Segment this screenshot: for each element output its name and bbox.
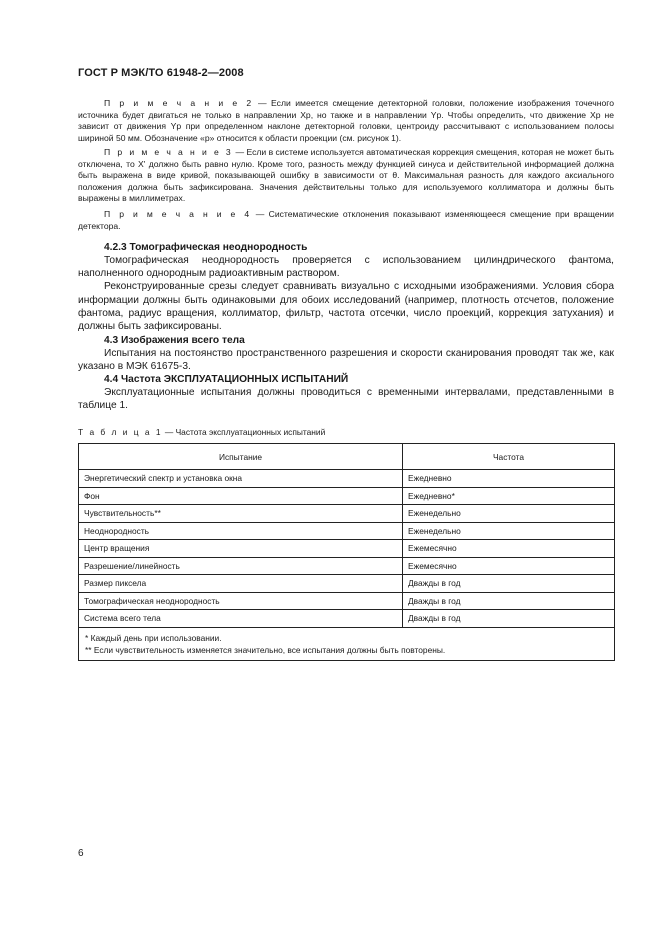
footnote: ** Если чувствительность изменяется значительно, все испытания должны быть повторены. xyxy=(85,644,446,655)
paragraph: Реконструированные срезы следует сравнивать визуально с исходными изображениями. Условия сбора информации должны быть одинаковыми для обоих исследований (например, плотность отсчетов, положение фантома, радиус вращения, коллиматор, фильтр, частота отсечки, число проекций, коррекция затухания) и должны быть зафиксированы. xyxy=(78,281,614,333)
frequency-cell: Дважды в год xyxy=(403,610,615,628)
section-4-3 xyxy=(78,334,614,373)
table-row xyxy=(79,470,615,488)
note-3 xyxy=(78,147,614,205)
note-label: П р и м е ч а н и е 3 xyxy=(104,147,234,157)
section-4-4 xyxy=(78,373,614,412)
note-label: П р и м е ч а н и е 4 xyxy=(104,209,252,219)
footnote: * Каждый день при использовании. xyxy=(85,632,222,643)
table-footnotes-row xyxy=(79,627,615,660)
table-row xyxy=(79,592,615,610)
table-caption xyxy=(78,427,325,437)
test-cell: Разрешение/линейность xyxy=(79,557,403,575)
table-row xyxy=(79,557,615,575)
test-cell: Система всего тела xyxy=(79,610,403,628)
frequency-cell: Еженедельно xyxy=(403,522,615,540)
paragraph: Испытания на постоянство пространственного разрешения и скорости сканирования проводят так же, как указано в МЭК 61675-3. xyxy=(78,348,614,373)
frequency-cell: Ежедневно* xyxy=(403,487,615,505)
section-4-2-3 xyxy=(78,241,614,333)
table-row xyxy=(79,610,615,628)
test-cell: Чувствительность** xyxy=(79,505,403,523)
frequency-cell: Ежемесячно xyxy=(403,540,615,558)
frequency-cell: Дважды в год xyxy=(403,592,615,610)
table-caption-text: — Частота эксплуатационных испытаний xyxy=(162,427,326,437)
note-text: — Если в системе используется автоматическая коррекция смещения, которая не может быть отключена, то X' должно быть равно нулю. Кроме того, разность между функцией синуса и действительной информацией должна быть выражена в виде кривой, показывающей ошибку в зависимости от θ. Максимальная разность для каждого аксиального положения должна быть зафиксирована. Значения действительны только для используемого коллиматора и должны быть выражены в миллиметрах. xyxy=(78,147,614,204)
test-cell: Энергетический спектр и установка окна xyxy=(79,470,403,488)
table-row xyxy=(79,505,615,523)
column-header-frequency: Частота xyxy=(403,444,615,470)
note-2 xyxy=(78,98,614,144)
frequency-cell: Дважды в год xyxy=(403,575,615,593)
note-text: — Систематические отклонения показывают изменяющееся смещение при вращении детектора. xyxy=(78,209,614,231)
table-footnotes xyxy=(79,627,615,660)
paragraph: Эксплуатационные испытания должны проводиться с временными интервалами, представленными в таблице 1. xyxy=(78,387,614,412)
test-cell: Томографическая неоднородность xyxy=(79,592,403,610)
table-header-row xyxy=(79,444,615,470)
note-label: П р и м е ч а н и е 2 xyxy=(104,98,254,108)
frequency-table xyxy=(78,443,615,661)
frequency-cell: Ежемесячно xyxy=(403,557,615,575)
test-cell: Центр вращения xyxy=(79,540,403,558)
frequency-cell: Еженедельно xyxy=(403,505,615,523)
test-cell: Фон xyxy=(79,487,403,505)
frequency-cell: Ежедневно xyxy=(403,470,615,488)
note-4 xyxy=(78,209,614,232)
test-cell: Размер пиксела xyxy=(79,575,403,593)
note-text: — Если имеется смещение детекторной головки, положение изображения точечного источника будет двигаться не только в направлении Xр, но также и в направлении Yр. Чтобы определить, что движение Xр не зависит от движения Yр при определенном наклоне детекторной головки, центроиду рассчитывают с использованием полосы шириной 50 мм. Обозначение «р» относится к области проекции (см. рисунок 1). xyxy=(78,98,614,143)
test-cell: Неоднородность xyxy=(79,522,403,540)
section-heading: 4.2.3 Томографическая неоднородность xyxy=(104,242,308,253)
table-row xyxy=(79,487,615,505)
table-row xyxy=(79,522,615,540)
column-header-test: Испытание xyxy=(79,444,403,470)
section-heading: 4.4 Частота ЭКСПЛУАТАЦИОННЫХ ИСПЫТАНИЙ xyxy=(104,374,349,385)
table-row xyxy=(79,540,615,558)
paragraph: Томографическая неоднородность проверяется с использованием цилиндрического фантома, наполненного однородным радиоактивным раствором. xyxy=(78,255,614,280)
document-header: ГОСТ Р МЭК/ТО 61948-2—2008 xyxy=(78,67,244,79)
table-caption-label: Т а б л и ц а 1 xyxy=(78,427,163,437)
table-row xyxy=(79,575,615,593)
page-number: 6 xyxy=(78,848,84,859)
section-heading: 4.3 Изображения всего тела xyxy=(104,335,245,346)
